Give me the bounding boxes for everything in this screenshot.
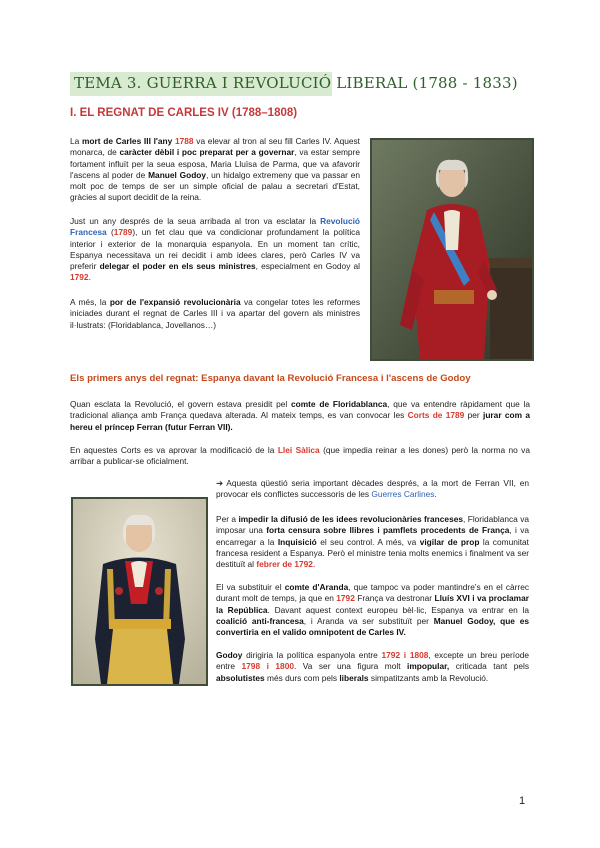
paragraph-llei-salica (70, 445, 530, 468)
text-run: mort de Carles III l'any (82, 136, 173, 146)
text-run: Inquisició (277, 536, 317, 547)
text-run: . (434, 489, 437, 500)
text-run: , Floridablanca va imposar una (216, 514, 530, 536)
text-run: Lluís XVI i va proclamar la República (216, 593, 529, 615)
text-run: 1792 (70, 272, 89, 283)
text-run: caràcter dèbil i poc preparat per a governar (119, 147, 295, 158)
text-run: 1789 (113, 227, 133, 238)
paragraph-guerres-carlines-note (216, 478, 529, 501)
text-run: , i va encarregar a la (216, 525, 530, 547)
text-run: el seu control. A més, va (316, 536, 420, 547)
text-run: En aquestes Corts es va aprovar la modificació de la (70, 445, 278, 455)
text-run: impopular, (407, 661, 450, 672)
text-run: Manuel Godoy, que es convertiria en el valido omnipotent de Carles IV. (216, 615, 529, 638)
text-run: la comunitat francesa resident a Espanya. Però el ministre tenia molts enemics i finalment va ser destituït al (216, 536, 529, 570)
text-run: , i Aranda va ser substituït per (303, 615, 434, 626)
text-run: , que tampoc va poder mantindre's en el càrrec durant molt de temps, ja que en (216, 582, 530, 604)
text-run: . (312, 559, 316, 570)
text-run: més durs com pels (264, 672, 340, 683)
portrait-godoy-image (71, 497, 208, 686)
text-run: liberals (339, 672, 369, 683)
text-run: 1792 (336, 593, 355, 604)
text-run: va elevar al tron al seu fill Carles IV. Aquest monarca, de (70, 136, 360, 158)
text-run: febrer de 1792 (256, 559, 313, 570)
text-run: A més, la (70, 297, 110, 307)
paragraph-godoy (216, 650, 529, 684)
text-run: va congelar totes les reformes iniciades durant el regnat de Carles III i va apartar del govern als ministres il·lustrats: (Floridablanca, Jovellanos…) (70, 297, 360, 330)
text-run: simpatitzants amb la Revolució. (368, 672, 489, 683)
text-run: (que impedia reinar a les dones) però la norma no va arribar a publicar-se oficialment. (70, 445, 530, 467)
text-run: , un hidalgo extremeny que va passar en molt poc de temps de ser un simple oficial de palau a secretari d'Estat, gràcies al suport decidit de la reina. (70, 169, 361, 203)
section-heading-primers-anys: Els primers anys del regnat: Espanya davant la Revolució Francesa i l'ascens de Godoy (70, 373, 471, 384)
text-run: , especialment en Godoy al (255, 261, 360, 272)
text-run: ➔ Aquesta qüestió seria important dècades després, a la mort de Ferran VII, en provocar els conflictes successoris de les (216, 478, 529, 500)
text-run: , que va entendre ràpidament que la tradicional aliança amb França quedava alterada. Al mateix temps, es van convocar les (70, 399, 531, 421)
paragraph-por-expansio (70, 297, 360, 331)
paragraph-mort-carles-iii (70, 136, 360, 204)
text-run: comte d'Aranda (284, 582, 349, 592)
text-run: . Va ser una figura molt (293, 661, 408, 672)
text-run: . (88, 272, 91, 283)
paragraph-comte-aranda (216, 582, 529, 638)
text-run: impedir la difusió de les idees revolucionàries franceses (238, 514, 463, 524)
text-run: delegar el poder en els seus ministres (99, 261, 256, 272)
text-run: , va estar sempre fortament influït per la seua esposa, Maria Lluïsa de Parma, que va afavorir l'ascens al poder de (70, 147, 360, 180)
text-run: , excepte un breu període entre (216, 650, 530, 672)
text-run: Corts de 1789 (407, 410, 465, 421)
text-run: . Davant aquest context europeu bèl·lic, Espanya va entrar en la (267, 604, 529, 615)
text-run: por de l'expansió revolucionària (109, 297, 241, 307)
text-run: comte de Floridablanca (291, 399, 388, 409)
text-run: forta censura sobre llibres i pamflets procedents de França (266, 525, 510, 536)
text-run: per (464, 410, 484, 421)
text-run: absolutistes (216, 672, 265, 683)
text-run: La (70, 136, 82, 146)
text-run: vigilar de prop (419, 536, 480, 547)
text-run: 1798 i 1800 (241, 661, 294, 672)
paragraph-floridablanca (70, 399, 530, 433)
text-run: ( (106, 227, 114, 238)
text-run: Revolució Francesa (70, 216, 360, 238)
text-run: Per a (216, 514, 239, 524)
text-run: dirigiria la política espanyola entre (242, 650, 382, 660)
guerres-carlines-link[interactable]: Guerres Carlines (371, 489, 435, 500)
portrait-carles-iv-image (370, 138, 534, 361)
text-run: Manuel Godoy (148, 169, 207, 180)
text-run: jurar com a hereu el príncep Ferran (futur Ferran VII). (70, 410, 530, 432)
text-run: El va substituir el (216, 582, 285, 592)
text-run: Godoy (216, 650, 243, 660)
paragraph-censura (216, 514, 529, 570)
text-run: Llei Sàlica (277, 445, 320, 455)
text-run: coalició anti-francesa (216, 615, 304, 626)
text-run: ), un fet clau que va condicionar profundament la política interior i exterior de la monarquia espanyola. En un moment tan crític, Espanya necessitava un rei decidit i amb idees clares, però Carles IV va preferir (70, 227, 360, 272)
section-heading-regnat: I. EL REGNAT DE CARLES IV (1788–1808) (70, 107, 298, 119)
text-run: Quan esclata la Revolució, el govern estava presidit pel (70, 399, 291, 409)
text-run: 1788 (175, 136, 194, 146)
text-run: 1792 i 1808 (381, 650, 429, 660)
text-run: Just un any després de la seua arribada al tron va esclatar la (70, 216, 321, 226)
page-number: 1 (519, 795, 526, 807)
text-run: criticada tant pels (449, 661, 530, 672)
page-title: TEMA 3. GUERRA I REVOLUCIÓ LIBERAL (1788 - 1833) (74, 74, 518, 92)
paragraph-revolucio-francesa (70, 216, 360, 284)
text-run: França va destronar (354, 593, 435, 604)
